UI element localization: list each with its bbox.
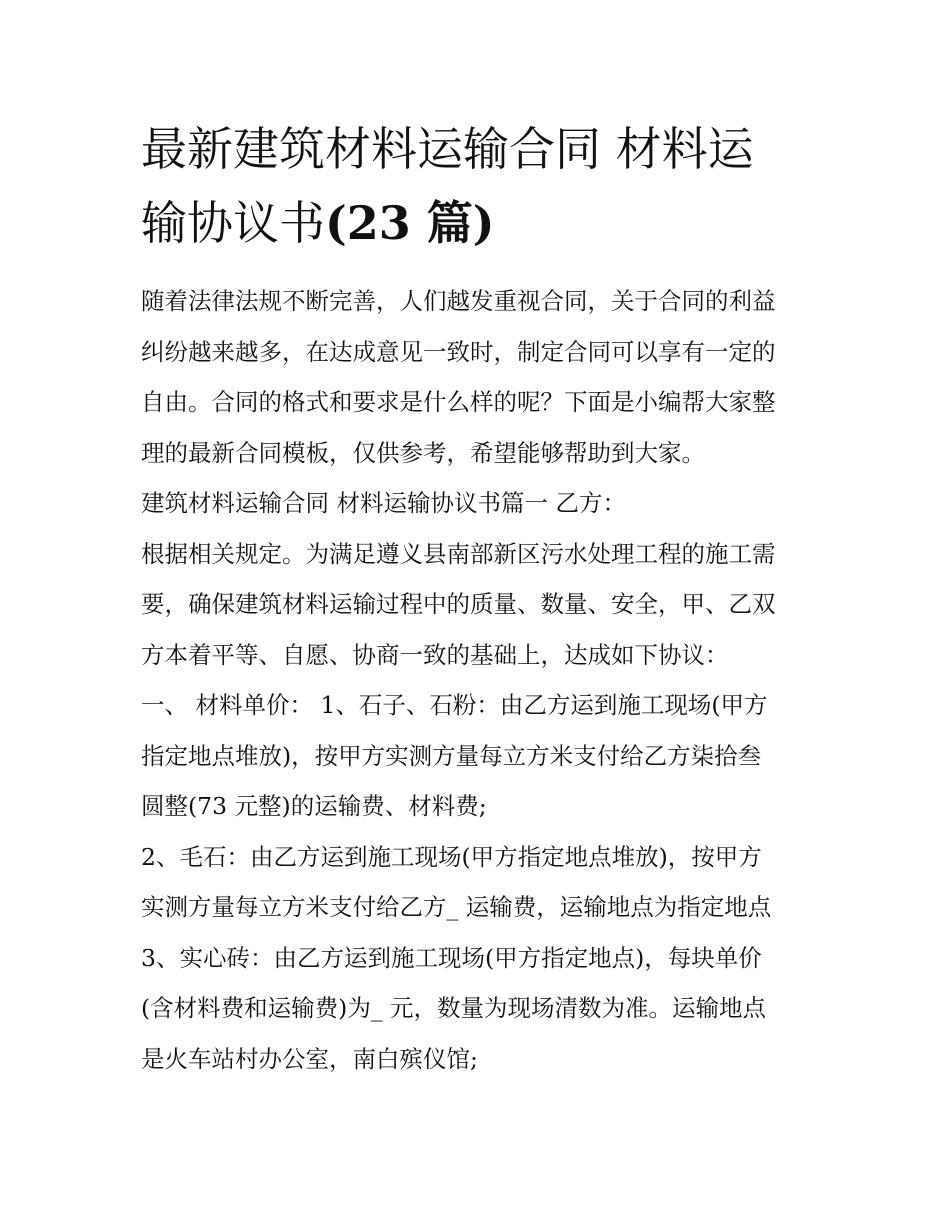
body-line: 指定地点堆放)，按甲方实测方量每立方米支付给乙方柒拾叁: [141, 741, 762, 770]
body-line: 实测方量每立方米支付给乙方_ 运输费，运输地点为指定地点: [141, 893, 772, 921]
title-suffix: 篇): [410, 196, 495, 250]
body-line: 3、实心砖：由乙方运到施工现场(甲方指定地点)，每块单价: [141, 943, 762, 972]
body-line: 根据相关规定。为满足遵义县南部新区污水处理工程的施工需: [141, 539, 776, 568]
body-line: 2、毛石：由乙方运到施工现场(甲方指定地点堆放)，按甲方: [141, 842, 762, 871]
document-title: [141, 112, 821, 260]
section-heading: 建筑材料运输合同 材料运输协议书篇一 乙方：: [141, 489, 626, 517]
body-line: 纠纷越来越多，在达成意见一致时，制定合同可以享有一定的: [141, 337, 776, 366]
body-line: 一、 材料单价： 1、石子、石粉：由乙方运到施工现场(甲方: [141, 691, 768, 719]
body-line: 是火车站村办公室，南白殡仪馆;: [141, 1044, 478, 1073]
title-line-2-text: 输协议书: [141, 196, 325, 250]
title-line-1: 最新建筑材料运输合同 材料运: [141, 122, 754, 176]
document-body: [141, 276, 821, 1084]
body-line: 随着法律法规不断完善，人们越发重视合同，关于合同的利益: [141, 287, 776, 315]
body-line: 圆整(73 元整)的运输费、材料费;: [141, 792, 487, 820]
body-line: 方本着平等、自愿、协商一致的基础上，达成如下协议：: [141, 640, 729, 669]
body-line: 自由。合同的格式和要求是什么样的呢？下面是小编帮大家整: [141, 388, 776, 416]
body-line: (含材料费和运输费)为_ 元，数量为现场清数为准。运输地点: [141, 994, 767, 1022]
title-count: (23: [325, 196, 411, 250]
body-line: 要，确保建筑材料运输过程中的质量、数量、安全，甲、乙双: [141, 590, 776, 618]
body-line: 理的最新合同模板，仅供参考，希望能够帮助到大家。: [141, 438, 705, 467]
